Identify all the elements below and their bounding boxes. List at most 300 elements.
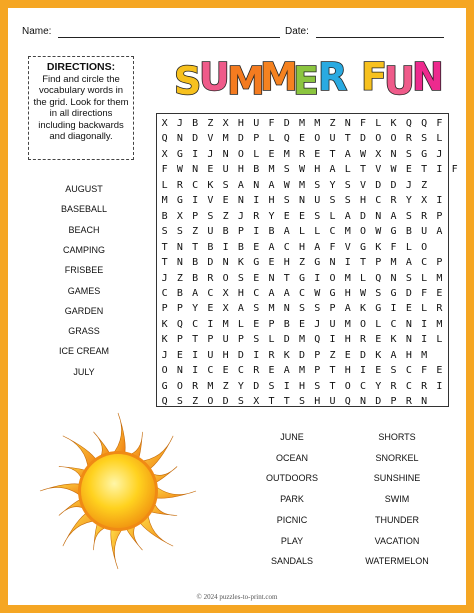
grid-letter[interactable]: D [298,349,305,361]
grid-letter[interactable]: R [405,396,412,408]
grid-letter[interactable]: R [390,195,397,207]
grid-letter[interactable]: G [176,195,183,207]
grid-letter[interactable]: O [222,272,229,284]
grid-letter[interactable]: H [314,396,321,408]
grid-letter[interactable]: Q [421,118,428,129]
grid-letter[interactable]: K [375,349,382,361]
grid-letter[interactable]: D [207,257,214,269]
grid-letter[interactable]: M [436,318,443,330]
grid-letter[interactable]: T [329,365,336,377]
grid-letter[interactable]: G [360,241,367,253]
grid-letter[interactable]: H [283,257,290,269]
grid-letter[interactable]: B [405,226,412,238]
grid-letter[interactable]: S [405,272,412,284]
grid-letter[interactable]: E [298,318,305,330]
grid-letter[interactable]: G [390,226,397,238]
grid-letter[interactable]: E [436,287,443,299]
grid-letter[interactable]: C [192,318,199,330]
grid-letter[interactable]: S [283,195,290,207]
grid-letter[interactable]: N [298,195,305,207]
grid-letter[interactable]: I [436,380,443,392]
grid-letter[interactable]: I [360,365,367,377]
grid-letter[interactable]: H [344,365,351,377]
grid-letter[interactable]: W [375,226,382,238]
grid-letter[interactable]: G [253,257,260,269]
grid-letter[interactable]: B [192,272,199,284]
grid-letter[interactable]: V [344,241,351,253]
grid-letter[interactable]: K [283,349,290,361]
grid-letter[interactable]: F [421,365,428,377]
grid-letter[interactable]: N [176,257,183,269]
grid-letter[interactable]: E [268,365,275,377]
grid-letter[interactable]: C [192,179,199,191]
grid-letter[interactable]: L [375,318,382,330]
grid-letter[interactable]: K [161,334,168,346]
grid-letter[interactable]: R [207,272,214,284]
grid-letter[interactable]: Q [314,334,321,346]
grid-letter[interactable]: W [360,287,367,299]
grid-letter[interactable]: Z [298,257,305,269]
grid-letter[interactable]: Q [161,133,168,145]
grid-letter[interactable]: P [436,257,443,269]
grid-letter[interactable]: N [390,272,397,284]
grid-letter[interactable]: E [222,195,229,207]
grid-letter[interactable]: X [222,303,229,315]
grid-letter[interactable]: C [405,365,412,377]
grid-letter[interactable]: G [314,257,321,269]
grid-letter[interactable]: L [375,118,382,129]
grid-letter[interactable]: P [390,396,397,408]
grid-letter[interactable]: P [375,257,382,269]
grid-letter[interactable]: K [360,303,367,315]
grid-letter[interactable]: S [314,303,321,315]
grid-letter[interactable]: R [298,148,305,160]
grid-letter[interactable]: F [390,241,397,253]
grid-letter[interactable]: P [192,210,199,222]
grid-letter[interactable]: L [268,334,275,346]
date-field[interactable] [316,37,444,38]
grid-letter[interactable]: F [329,241,336,253]
grid-letter[interactable]: E [405,303,412,315]
grid-letter[interactable]: L [161,179,168,191]
grid-letter[interactable]: T [329,148,336,160]
grid-letter[interactable]: T [344,133,351,145]
grid-letter[interactable]: Q [161,396,168,408]
grid-letter[interactable]: H [237,118,244,129]
grid-letter[interactable]: B [253,164,260,176]
grid-letter[interactable]: C [375,195,382,207]
grid-letter[interactable]: D [283,334,290,346]
grid-letter[interactable]: E [176,349,183,361]
grid-letter[interactable]: M [298,179,305,191]
grid-letter[interactable]: B [268,226,275,238]
grid-letter[interactable]: I [344,257,351,269]
grid-letter[interactable]: E [268,257,275,269]
grid-letter[interactable]: I [436,195,443,207]
grid-letter[interactable]: C [329,226,336,238]
grid-letter[interactable]: W [176,164,183,176]
grid-letter[interactable]: U [222,334,229,346]
grid-letter[interactable]: L [360,272,367,284]
grid-letter[interactable]: B [207,241,214,253]
grid-letter[interactable]: E [405,164,412,176]
grid-letter[interactable]: G [421,148,428,160]
grid-letter[interactable]: W [360,148,367,160]
grid-letter[interactable]: C [298,287,305,299]
grid-letter[interactable]: F [268,118,275,129]
grid-letter[interactable]: R [192,380,199,392]
grid-letter[interactable]: M [344,226,351,238]
grid-letter[interactable]: I [283,380,290,392]
grid-letter[interactable]: J [176,118,183,129]
grid-letter[interactable]: H [344,334,351,346]
grid-letter[interactable]: S [405,148,412,160]
grid-letter[interactable]: L [253,148,260,160]
grid-letter[interactable]: R [405,133,412,145]
grid-letter[interactable]: G [375,303,382,315]
grid-letter[interactable]: Z [421,179,428,191]
grid-letter[interactable]: H [314,164,321,176]
grid-letter[interactable]: Q [344,396,351,408]
grid-letter[interactable]: P [237,226,244,238]
grid-letter[interactable]: S [421,133,428,145]
grid-letter[interactable]: S [237,272,244,284]
grid-letter[interactable]: T [268,396,275,408]
grid-letter[interactable]: Z [192,226,199,238]
grid-letter[interactable]: P [253,133,260,145]
grid-letter[interactable]: E [253,272,260,284]
grid-letter[interactable]: T [329,380,336,392]
grid-letter[interactable]: D [222,396,229,408]
grid-letter[interactable]: D [237,133,244,145]
grid-letter[interactable]: P [176,303,183,315]
grid-letter[interactable]: B [192,257,199,269]
grid-letter[interactable]: A [405,257,412,269]
grid-letter[interactable]: S [176,226,183,238]
grid-letter[interactable]: U [314,195,321,207]
grid-letter[interactable]: V [207,133,214,145]
grid-letter[interactable]: D [360,349,367,361]
grid-letter[interactable]: R [253,210,260,222]
grid-letter[interactable]: M [268,164,275,176]
grid-letter[interactable]: A [268,287,275,299]
grid-letter[interactable]: M [268,303,275,315]
grid-letter[interactable]: O [207,396,214,408]
grid-letter[interactable]: H [237,287,244,299]
grid-letter[interactable]: T [421,164,428,176]
grid-letter[interactable]: E [253,318,260,330]
grid-letter[interactable]: A [192,287,199,299]
grid-letter[interactable]: F [436,118,443,129]
grid-letter[interactable]: P [314,349,321,361]
grid-letter[interactable]: B [237,241,244,253]
grid-letter[interactable]: G [161,380,168,392]
grid-letter[interactable]: P [207,334,214,346]
grid-letter[interactable]: H [405,349,412,361]
grid-letter[interactable]: Y [405,195,412,207]
grid-letter[interactable]: U [421,226,428,238]
grid-letter[interactable]: D [237,349,244,361]
grid-letter[interactable]: N [176,241,183,253]
grid-letter[interactable]: S [344,179,351,191]
grid-letter[interactable]: C [237,365,244,377]
grid-letter[interactable]: O [237,148,244,160]
grid-letter[interactable]: N [253,179,260,191]
grid-letter[interactable]: R [176,179,183,191]
grid-letter[interactable]: I [207,318,214,330]
grid-letter[interactable]: Y [375,380,382,392]
grid-letter[interactable]: U [329,396,336,408]
grid-letter[interactable]: L [405,241,412,253]
grid-letter[interactable]: M [207,380,214,392]
grid-letter[interactable]: J [436,148,443,160]
grid-letter[interactable]: M [161,195,168,207]
grid-letter[interactable]: M [298,118,305,129]
grid-letter[interactable]: K [390,334,397,346]
grid-letter[interactable]: Q [283,133,290,145]
grid-letter[interactable]: P [237,334,244,346]
grid-letter[interactable]: S [314,179,321,191]
grid-letter[interactable]: E [207,164,214,176]
grid-letter[interactable]: D [375,396,382,408]
grid-letter[interactable]: N [421,396,428,408]
grid-letter[interactable]: N [344,118,351,129]
grid-letter[interactable]: L [421,272,428,284]
grid-letter[interactable]: A [237,179,244,191]
grid-letter[interactable]: Q [176,318,183,330]
grid-letter[interactable]: Z [222,380,229,392]
grid-letter[interactable]: S [161,226,168,238]
grid-letter[interactable]: K [237,257,244,269]
grid-letter[interactable]: O [360,226,367,238]
grid-letter[interactable]: D [405,287,412,299]
grid-letter[interactable]: Z [329,118,336,129]
grid-letter[interactable]: K [161,318,168,330]
grid-letter[interactable]: H [360,195,367,207]
grid-letter[interactable]: X [222,287,229,299]
grid-letter[interactable]: S [268,380,275,392]
grid-letter[interactable]: S [405,210,412,222]
grid-letter[interactable]: W [298,164,305,176]
grid-letter[interactable]: R [268,349,275,361]
grid-letter[interactable]: M [390,257,397,269]
grid-letter[interactable]: E [253,241,260,253]
grid-letter[interactable]: C [253,287,260,299]
grid-letter[interactable]: R [390,380,397,392]
grid-letter[interactable]: N [268,272,275,284]
grid-letter[interactable]: P [314,365,321,377]
grid-letter[interactable]: D [360,133,367,145]
grid-letter[interactable]: Z [329,349,336,361]
grid-letter[interactable]: C [421,257,428,269]
grid-letter[interactable]: T [192,241,199,253]
grid-letter[interactable]: V [375,164,382,176]
grid-letter[interactable]: D [253,380,260,392]
grid-letter[interactable]: X [421,195,428,207]
grid-letter[interactable]: E [314,148,321,160]
grid-letter[interactable]: Y [329,179,336,191]
grid-letter[interactable]: O [161,365,168,377]
grid-letter[interactable]: N [283,303,290,315]
grid-letter[interactable]: M [436,272,443,284]
grid-letter[interactable]: N [176,365,183,377]
grid-letter[interactable]: F [421,287,428,299]
grid-letter[interactable]: V [207,195,214,207]
grid-letter[interactable]: C [390,318,397,330]
grid-letter[interactable]: F [451,164,458,176]
grid-letter[interactable]: G [390,287,397,299]
grid-letter[interactable]: O [344,380,351,392]
grid-letter[interactable]: M [298,365,305,377]
grid-letter[interactable]: P [268,318,275,330]
grid-letter[interactable]: N [405,334,412,346]
grid-letter[interactable]: E [283,210,290,222]
grid-letter[interactable]: D [283,118,290,129]
grid-letter[interactable]: O [314,133,321,145]
name-field[interactable] [58,37,280,38]
grid-letter[interactable]: B [222,226,229,238]
grid-letter[interactable]: H [344,287,351,299]
grid-letter[interactable]: S [390,365,397,377]
grid-letter[interactable]: O [176,380,183,392]
grid-letter[interactable]: E [436,365,443,377]
grid-letter[interactable]: O [329,272,336,284]
grid-letter[interactable]: L [268,133,275,145]
grid-letter[interactable]: T [161,241,168,253]
grid-letter[interactable]: M [344,318,351,330]
grid-letter[interactable]: O [375,133,382,145]
grid-letter[interactable]: W [390,164,397,176]
grid-letter[interactable]: U [222,164,229,176]
grid-letter[interactable]: C [405,380,412,392]
grid-letter[interactable]: E [268,148,275,160]
grid-letter[interactable]: H [298,380,305,392]
grid-letter[interactable]: O [360,318,367,330]
grid-letter[interactable]: S [298,396,305,408]
grid-letter[interactable]: A [329,164,336,176]
grid-letter[interactable]: H [237,164,244,176]
grid-letter[interactable]: L [329,210,336,222]
grid-letter[interactable]: N [375,210,382,222]
grid-letter[interactable]: L [298,226,305,238]
grid-letter[interactable]: V [360,179,367,191]
grid-letter[interactable]: I [192,365,199,377]
grid-letter[interactable]: D [360,210,367,222]
grid-letter[interactable]: J [237,210,244,222]
grid-letter[interactable]: J [207,148,214,160]
grid-letter[interactable]: N [405,318,412,330]
grid-letter[interactable]: L [436,133,443,145]
grid-letter[interactable]: P [161,303,168,315]
grid-letter[interactable]: I [436,164,443,176]
grid-letter[interactable]: H [268,195,275,207]
grid-letter[interactable]: K [375,241,382,253]
grid-letter[interactable]: J [161,349,168,361]
grid-letter[interactable]: P [329,303,336,315]
grid-letter[interactable]: M [314,118,321,129]
grid-letter[interactable]: I [192,148,199,160]
grid-letter[interactable]: U [253,118,260,129]
grid-letter[interactable]: A [283,365,290,377]
grid-letter[interactable]: G [176,148,183,160]
grid-letter[interactable]: L [421,303,428,315]
grid-letter[interactable]: A [237,303,244,315]
grid-letter[interactable]: I [192,195,199,207]
grid-letter[interactable]: I [253,349,260,361]
grid-letter[interactable]: N [329,257,336,269]
grid-letter[interactable]: M [298,334,305,346]
grid-letter[interactable]: X [161,148,168,160]
grid-letter[interactable]: S [314,380,321,392]
grid-letter[interactable]: N [390,148,397,160]
grid-letter[interactable]: A [283,287,290,299]
grid-letter[interactable]: T [360,257,367,269]
grid-letter[interactable]: N [192,164,199,176]
grid-letter[interactable]: R [421,380,428,392]
grid-letter[interactable]: F [360,118,367,129]
grid-letter[interactable]: I [192,349,199,361]
grid-letter[interactable]: N [360,396,367,408]
grid-letter[interactable]: L [344,164,351,176]
grid-letter[interactable]: C [283,241,290,253]
grid-letter[interactable]: Z [176,272,183,284]
grid-letter[interactable]: T [161,257,168,269]
grid-letter[interactable]: P [176,334,183,346]
grid-letter[interactable]: N [237,195,244,207]
grid-letter[interactable]: A [344,303,351,315]
grid-letter[interactable]: W [283,179,290,191]
grid-letter[interactable]: U [329,318,336,330]
grid-letter[interactable]: I [329,334,336,346]
grid-letter[interactable]: D [375,179,382,191]
grid-letter[interactable]: A [268,179,275,191]
grid-letter[interactable]: H [222,349,229,361]
grid-letter[interactable]: E [298,210,305,222]
grid-letter[interactable]: T [283,272,290,284]
grid-letter[interactable]: N [222,257,229,269]
grid-letter[interactable]: A [390,349,397,361]
grid-letter[interactable]: N [222,148,229,160]
grid-letter[interactable]: U [207,349,214,361]
grid-letter[interactable]: C [207,365,214,377]
grid-letter[interactable]: D [390,179,397,191]
grid-letter[interactable]: U [329,133,336,145]
grid-letter[interactable]: K [207,179,214,191]
grid-letter[interactable]: T [283,396,290,408]
grid-letter[interactable]: B [283,318,290,330]
grid-letter[interactable]: M [283,148,290,160]
grid-letter[interactable]: B [176,287,183,299]
grid-letter[interactable]: X [375,148,382,160]
grid-letter[interactable]: E [298,133,305,145]
grid-letter[interactable]: I [253,226,260,238]
grid-letter[interactable]: J [314,318,321,330]
grid-letter[interactable]: S [329,195,336,207]
grid-letter[interactable]: T [192,334,199,346]
grid-letter[interactable]: S [222,179,229,191]
grid-letter[interactable]: U [207,226,214,238]
grid-letter[interactable]: R [421,210,428,222]
grid-letter[interactable]: D [192,133,199,145]
grid-letter[interactable]: Y [237,380,244,392]
grid-letter[interactable]: M [222,318,229,330]
grid-letter[interactable]: S [207,210,214,222]
grid-letter[interactable]: X [253,396,260,408]
grid-letter[interactable]: I [390,303,397,315]
grid-letter[interactable]: Q [405,118,412,129]
grid-letter[interactable]: K [390,118,397,129]
grid-letter[interactable]: J [161,272,168,284]
